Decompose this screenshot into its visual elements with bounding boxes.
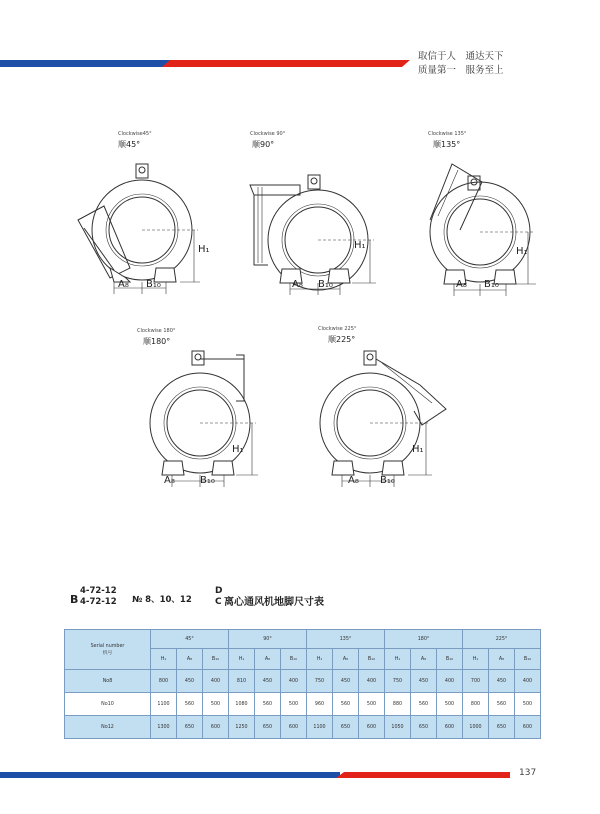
header-angle: 135°	[307, 630, 385, 649]
fan-drawing-180	[140, 345, 270, 495]
subheader-h1: H₁	[307, 649, 333, 670]
table-cell: 650	[411, 716, 437, 739]
header-slogan-line2: 质量第一 服务至上	[418, 65, 504, 76]
dim-a8-label: A₈	[292, 279, 303, 290]
drawing-caption-cn: 顺225°	[328, 335, 356, 344]
table-cell: 450	[333, 670, 359, 693]
header-angle: 225°	[463, 630, 541, 649]
table-cell: 560	[489, 693, 515, 716]
table-cell: 810	[229, 670, 255, 693]
table-cell: 500	[359, 693, 385, 716]
row-label: No12	[65, 716, 151, 739]
drawing-caption-en: Clockwise 225°	[318, 326, 357, 332]
table-cell: 450	[411, 670, 437, 693]
dim-a8-label: A₈	[164, 475, 175, 486]
table-cell: 500	[281, 693, 307, 716]
table-cell: 650	[177, 716, 203, 739]
table-cell: 1080	[229, 693, 255, 716]
subheader-a8: A₈	[489, 649, 515, 670]
table-cell: 400	[281, 670, 307, 693]
fan-drawing-45	[70, 150, 220, 300]
table-cell: 600	[203, 716, 229, 739]
header-stripe-blue-accent	[100, 60, 170, 67]
table-cell: 400	[359, 670, 385, 693]
heading-numbers: № 8、10、12	[132, 595, 192, 605]
drawing-caption-en: Clockwise45°	[118, 131, 152, 137]
heading-title: 离心通风机地脚尺寸表	[224, 597, 324, 608]
table-cell: 600	[437, 716, 463, 739]
subheader-h1: H₁	[385, 649, 411, 670]
drawing-caption-en: Clockwise 180°	[137, 328, 176, 334]
table-cell: 560	[333, 693, 359, 716]
table-cell: 560	[177, 693, 203, 716]
subheader-h1: H₁	[463, 649, 489, 670]
drawing-caption-cn: 顺180°	[143, 337, 171, 346]
dim-h1-label: H₁	[198, 244, 210, 255]
table-cell: 700	[463, 670, 489, 693]
subheader-h1: H₁	[229, 649, 255, 670]
header-angle: 180°	[385, 630, 463, 649]
table-cell: 500	[437, 693, 463, 716]
fan-drawing-225	[310, 345, 460, 495]
dim-b10-label: B₁₀	[484, 279, 499, 290]
subheader-a8: A₈	[255, 649, 281, 670]
heading-model-bottom: 4-72-12	[80, 597, 117, 607]
header-serial-number-cn: 机号	[102, 650, 113, 656]
row-label: No10	[65, 693, 151, 716]
table-cell: 450	[489, 670, 515, 693]
dim-h1-label: H₁	[354, 240, 366, 251]
subheader-h1: H₁	[151, 649, 177, 670]
table-cell: 1100	[151, 693, 177, 716]
table-cell: 400	[515, 670, 541, 693]
subheader-a8: A₈	[177, 649, 203, 670]
dim-a8-label: A₈	[456, 279, 467, 290]
drawing-caption-en: Clockwise 135°	[428, 131, 467, 137]
subheader-b10: B₁₀	[515, 649, 541, 670]
header-slogan-line1: 取信于人 通达天下	[418, 51, 504, 62]
dim-h1-label: H₁	[516, 246, 528, 257]
fan-drawing-135	[408, 150, 558, 300]
table-cell: 1100	[307, 716, 333, 739]
page-number: 137	[519, 768, 537, 778]
subheader-a8: A₈	[333, 649, 359, 670]
table-cell: 650	[489, 716, 515, 739]
table-cell: 1050	[385, 716, 411, 739]
footer-stripe-blue	[0, 772, 340, 778]
drawing-caption-cn: 顺45°	[118, 140, 141, 149]
header-serial-number-en: Serial number	[90, 643, 125, 649]
table-cell: 800	[463, 693, 489, 716]
footer-stripe-red	[336, 772, 510, 778]
table-cell: 880	[385, 693, 411, 716]
subheader-b10: B₁₀	[437, 649, 463, 670]
table-cell: 600	[281, 716, 307, 739]
table-cell: 800	[151, 670, 177, 693]
table-row	[65, 670, 541, 693]
table-cell: 650	[333, 716, 359, 739]
table-cell: 600	[515, 716, 541, 739]
table-cell: 400	[203, 670, 229, 693]
heading-prefix-b: B	[70, 593, 79, 606]
dim-b10-label: B₁₀	[200, 475, 215, 486]
table-cell: 1250	[229, 716, 255, 739]
dim-a8-label: A₈	[118, 279, 129, 290]
header-angle: 45°	[151, 630, 229, 649]
table-cell: 750	[307, 670, 333, 693]
subheader-a8: A₈	[411, 649, 437, 670]
dimension-table	[64, 629, 541, 739]
table-cell: 500	[515, 693, 541, 716]
table-cell: 450	[177, 670, 203, 693]
dim-b10-label: B₁₀	[318, 279, 333, 290]
subheader-b10: B₁₀	[359, 649, 385, 670]
table-cell: 560	[255, 693, 281, 716]
heading-suffix-d: D	[215, 586, 223, 596]
subheader-b10: B₁₀	[281, 649, 307, 670]
table-heading	[70, 586, 370, 612]
drawing-caption-cn: 顺135°	[433, 140, 461, 149]
drawing-caption-en: Clockwise 90°	[250, 131, 286, 137]
table-row	[65, 716, 541, 739]
subheader-b10: B₁₀	[203, 649, 229, 670]
table-cell: 600	[359, 716, 385, 739]
dim-b10-label: B₁₀	[146, 279, 161, 290]
header-serial-number	[65, 630, 151, 670]
header-angle: 90°	[229, 630, 307, 649]
heading-model-top: 4-72-12	[80, 586, 117, 596]
heading-suffix-c: C	[215, 597, 222, 607]
dim-b10-label: B₁₀	[380, 475, 395, 486]
dim-a8-label: A₈	[348, 475, 359, 486]
table-cell: 500	[203, 693, 229, 716]
fan-drawing-90	[240, 165, 390, 300]
table-cell: 450	[255, 670, 281, 693]
dim-h1-label: H₁	[232, 444, 244, 455]
row-label: No8	[65, 670, 151, 693]
table-cell: 750	[385, 670, 411, 693]
table-cell: 560	[411, 693, 437, 716]
drawing-caption-cn: 顺90°	[252, 140, 275, 149]
table-cell: 1000	[463, 716, 489, 739]
table-cell: 650	[255, 716, 281, 739]
table-cell: 400	[437, 670, 463, 693]
table-cell: 1300	[151, 716, 177, 739]
table-row	[65, 693, 541, 716]
table-cell: 960	[307, 693, 333, 716]
dim-h1-label: H₁	[412, 444, 424, 455]
